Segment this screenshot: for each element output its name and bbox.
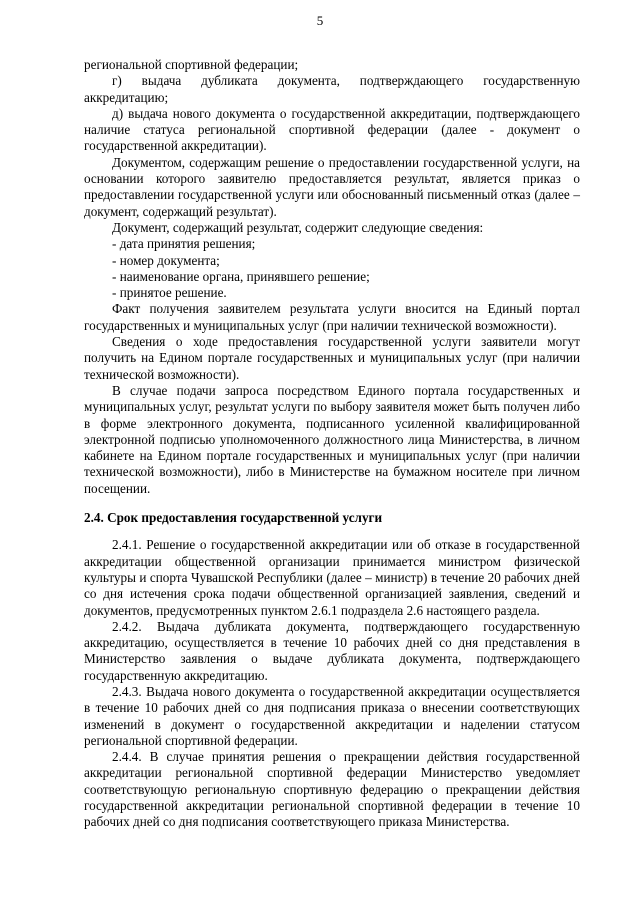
page-number: 5	[316, 13, 324, 28]
paragraph: д) выдача нового документа о государственной аккредитации, подтверждающего наличие статуса региональной спортивной федерации (далее - документ о государственной аккредитации).	[84, 105, 580, 154]
document-body	[84, 57, 580, 831]
paragraph: Документом, содержащим решение о предоставлении государственной услуги, на основании которого заявителю предоставляется результат, является приказ о предоставлении государственной услуги или обоснованный письменный отказ (далее – документ, содержащий результат).	[84, 154, 580, 219]
paragraph: Факт получения заявителем результата услуги вносится на Единый портал государственных и муниципальных услуг (при наличии технической возможности).	[84, 301, 580, 333]
paragraph: Документ, содержащий результат, содержит следующие сведения:	[112, 219, 484, 235]
list-item: - дата принятия решения;	[112, 236, 256, 252]
paragraph: 2.4.2. Выдача дубликата документа, подтверждающего государственную аккредитацию, осуществляется в течение 10 рабочих дней со дня представления в Министерство заявления о выдаче дубликата документа, подтверждающего государственную аккредитацию.	[84, 618, 580, 683]
paragraph: 2.4.4. В случае принятия решения о прекращении действия государственной аккредитации региональной спортивной федерации Министерство уведомляет соответствующую региональную спортивную федерацию о прекращении действия государственной аккредитации региональной спортивной федерации в течение 10 рабочих дней со дня подписания соответствующего приказа Министерства.	[84, 749, 580, 830]
paragraph: 2.4.3. Выдача нового документа о государственной аккредитации осуществляется в течение 10 рабочих дней со дня подписания приказа о внесении соответствующих изменений в документ о государственной аккредитации и наделении статусом региональной спортивной федерации.	[84, 683, 580, 748]
paragraph: 2.4.1. Решение о государственной аккредитации или об отказе в государственной аккредитации общественной организации принимается министром физической культуры и спорта Чувашской Республики (далее – министр) в течение 20 рабочих дней со дня истечения срока подачи общественной организацией заявления, сведений и документов, предусмотренных пунктом 2.6.1 подраздела 2.6 настоящего раздела.	[84, 537, 580, 618]
list-item: - наименование органа, принявшего решение;	[112, 268, 370, 284]
paragraph: В случае подачи запроса посредством Единого портала государственных и муниципальных услуг, результат услуги по выбору заявителя может быть получен либо в форме электронного документа, подписанного усиленной квалифицированной электронной подписью уполномоченного должностного лица Министерства, в личном кабинете на Едином портале государственных и муниципальных услуг (при наличии технической возможности), либо в Министерстве на бумажном носителе при личном посещении.	[84, 382, 580, 496]
paragraph: Сведения о ходе предоставления государственной услуги заявители могут получить на Едином портале государственных и муниципальных услуг (при наличии технической возможности).	[84, 334, 580, 382]
list-item: - принятое решение.	[112, 285, 227, 301]
list-item: - номер документа;	[112, 252, 220, 268]
paragraph: региональной спортивной федерации;	[84, 57, 299, 72]
section-heading: 2.4. Срок предоставления государственной услуги	[84, 510, 383, 526]
paragraph: г) выдача дубликата документа, подтверждающего государственную аккредитацию;	[84, 73, 580, 105]
